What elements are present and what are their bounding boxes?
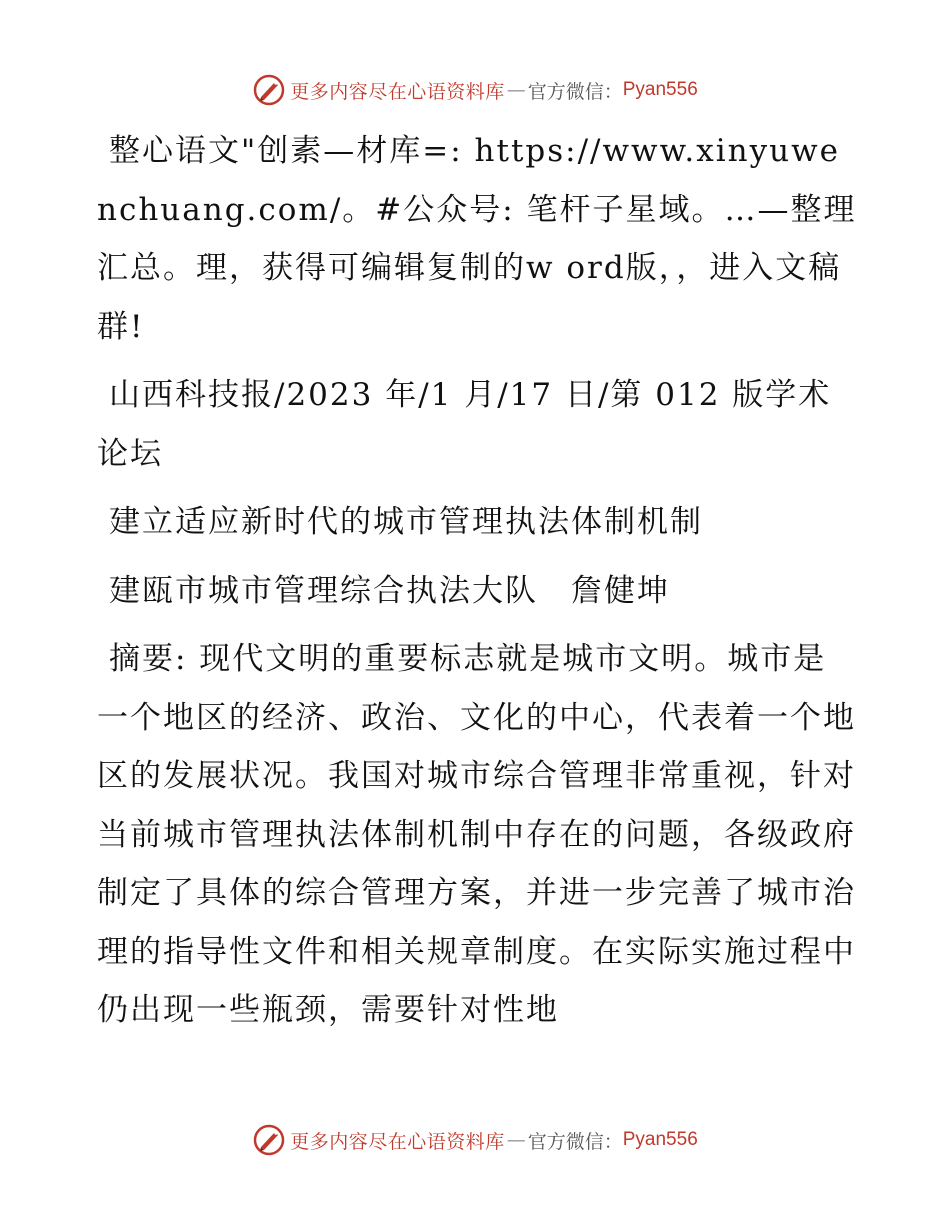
header-watermark-separator: — (506, 79, 526, 101)
footer-watermark-handle: Pyan556 (622, 1129, 698, 1150)
document-body (97, 122, 857, 1050)
header-watermark-handle: Pyan556 (622, 79, 698, 100)
source-line: 山西科技报/2023 年/1 月/17 日/第 012 版学术论坛 (97, 377, 832, 472)
footer-watermark-separator: — (506, 1129, 526, 1151)
footer-watermark-inner (252, 1123, 698, 1157)
header-watermark-banner (0, 68, 950, 112)
footer-watermark-sub: 官方微信： (527, 1130, 623, 1153)
header-watermark-inner (252, 73, 698, 107)
download-notice: 整心语文"创素—材库=: https://www.xinyuwenchuang.com/。#公众号: 笔杆子星域。…—整理汇总。理，获得可编辑复制的w ord版，，进入文稿群! (97, 133, 857, 345)
pen-logo-icon (252, 73, 286, 107)
article-author: 建瓯市城市管理综合执法大队 詹健坤 (109, 572, 670, 609)
footer-watermark-banner (0, 1118, 950, 1162)
article-title: 建立适应新时代的城市管理执法体制机制 (109, 504, 703, 540)
footer-watermark-main: 更多内容尽在心语资料库 (290, 1130, 505, 1153)
pen-logo-icon (252, 1123, 286, 1157)
header-watermark-main: 更多内容尽在心语资料库 (290, 80, 505, 103)
header-watermark-sub: 官方微信： (527, 80, 623, 103)
article-abstract: 摘要: 现代文明的重要标志就是城市文明。城市是一个地区的经济、政治、文化的中心，代表着一个地区的发展状况。我国对城市综合管理非常重视，针对当前城市管理执法体制机制中存在的问题，各级政府制定了具体的综合管理方案，并进一步完善了城市治理的指导性文件和相关规章制度。在实际实施过程中仍出现一些瓶颈，需要针对性地 (97, 641, 856, 1028)
